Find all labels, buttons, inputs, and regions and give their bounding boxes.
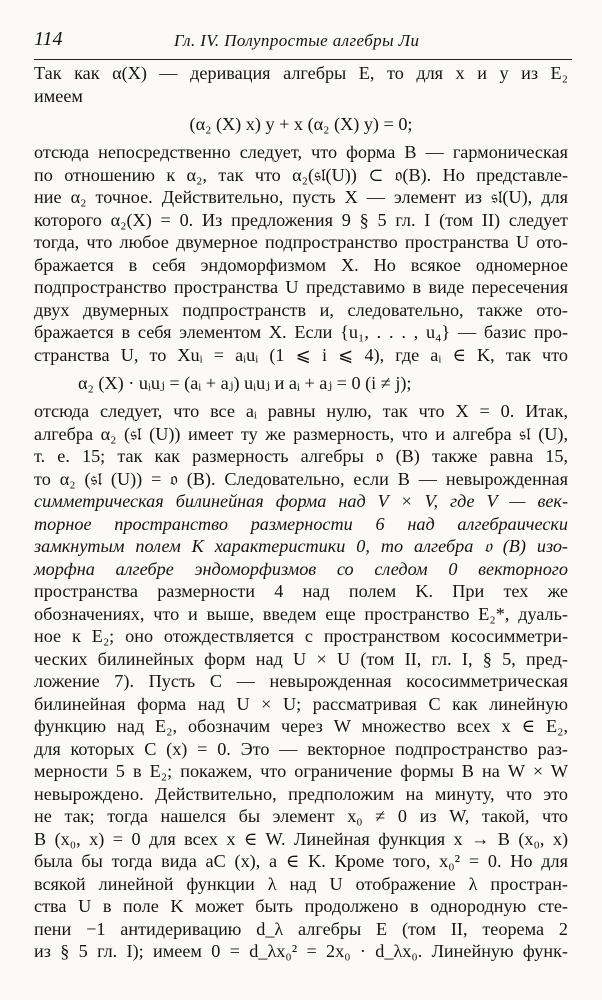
text-line: бражается в себя эндоморфизмом X. Но всякое одномерное — [34, 254, 568, 275]
text-line-italic: морфна алгебре эндоморфизмов со следом 0 векторного — [34, 558, 568, 579]
text-line: B (x₀, x) = 0 для всех x ∈ W. Линейная функция x → B (x₀, x) — [34, 828, 568, 849]
text-line: для которых C (x) = 0. Это — векторное подпространство раз- — [34, 738, 568, 759]
text-line: тогда, что любое двумерное подпространство пространства U ото- — [34, 232, 568, 252]
text-line-italic: симметрическая билинейная форма над V × V, где V — век- — [34, 491, 568, 511]
text-line: ства U в поле K может быть продолжено в однородную сте- — [34, 896, 568, 916]
text-line: мерности 5 в E₂; покажем, что ограничение формы B на W × W — [34, 761, 568, 781]
display-formula: (α₂ (X) x) y + x (α₂ (X) y) = 0; — [189, 114, 413, 134]
text-line: по отношению к α₂, так что α₂(𝔰𝔩(U)) ⊂ 𝔬(B). Но представле- — [34, 164, 568, 185]
text-line: имеем — [34, 85, 83, 106]
page-header — [34, 28, 572, 58]
text-line: ное к E₂; оно отождествляется с пространством кососимметри- — [34, 626, 568, 646]
text-line: ческих билинейных форм над U × U (том II, гл. I, § 5, пред- — [34, 648, 568, 669]
text-line: ние α₂ точное. Действительно, пусть X — элемент из 𝔰𝔩(U), для — [34, 187, 568, 207]
text-line: невырождено. Действительно, предположим на минуту, что это — [34, 783, 568, 804]
text-line: странства U, то Xuᵢ = aᵢuᵢ (1 ⩽ i ⩽ 4), где aᵢ ∈ K, так что — [34, 344, 568, 365]
display-formula: α₂ (X) · uᵢuⱼ = (aᵢ + aⱼ) uᵢuⱼ и aᵢ + aⱼ = 0 (i ≠ j); — [78, 373, 412, 393]
running-head: Гл. IV. Полупростые алгебры Ли — [174, 31, 420, 50]
text-line: подпространство пространства U представимо в виде пересечения — [34, 277, 568, 297]
text-line: алгебра α₂ (𝔰𝔩 (U)) имеет ту же размерность, что и алгебра 𝔰𝔩 (U), — [34, 423, 568, 444]
text-line: отсюда непосредственно следует, что форма B — гармоническая — [34, 142, 568, 162]
header-rule — [34, 59, 572, 60]
page-number: 114 — [34, 28, 63, 50]
text-line: была бы тогда вида aC (x), a ∈ K. Кроме того, x₀² = 0. Но для — [34, 851, 568, 871]
text-line: обозначениях, что и выше, введем еще пространство E₂*, дуаль- — [34, 603, 568, 624]
body-text — [34, 62, 568, 963]
text-line: бражается в себя элементом X. Если {u₁, . . . , u₄} — базис про- — [34, 322, 568, 342]
text-line: билинейная форма над U × U; рассматривая C как линейную — [34, 693, 568, 714]
text-line: пени −1 антидеривацию d_λ алгебры E (том II, теорема 2 — [34, 918, 568, 939]
text-line-italic: торное пространство размерности 6 над алгебраически — [34, 513, 568, 534]
text-line-italic: замкнутым полем K характеристики 0, то алгебра 𝔬 (B) изо- — [34, 536, 568, 556]
text-line: функцию над E₂, обозначим через W множество всех x ∈ E₂, — [34, 716, 568, 736]
text-line: двух двумерных подпространств и, следовательно, также ото- — [34, 299, 568, 320]
text-line: пространства размерности 4 над полем K. При тех же — [34, 581, 568, 601]
text-line: ложение 7). Пусть C — невырожденная кососимметрическая — [34, 671, 568, 691]
text-line: то α₂ (𝔰𝔩 (U)) = 𝔬 (B). Следовательно, если B — невырожденная — [34, 468, 568, 489]
text-line: т. е. 15; так как размерность алгебры 𝔬 (B) также равна 15, — [34, 446, 568, 466]
text-line: всякой линейной функции λ над U отображение λ простран- — [34, 873, 568, 894]
text-line: Так как α(X) — деривация алгебры E, то для x и y из E₂ — [34, 63, 568, 83]
text-line: которого α₂(X) = 0. Из предложения 9 § 5 гл. I (том II) следует — [34, 209, 568, 230]
text-line: отсюда следует, что все aᵢ равны нулю, так что X = 0. Итак, — [34, 401, 568, 421]
text-line: не так; тогда нашелся бы элемент x₀ ≠ 0 из W, такой, что — [34, 806, 568, 826]
text-line: из § 5 гл. I); имеем 0 = d_λx₀² = 2x₀ · d_λx₀. Линейную функ- — [34, 941, 568, 961]
